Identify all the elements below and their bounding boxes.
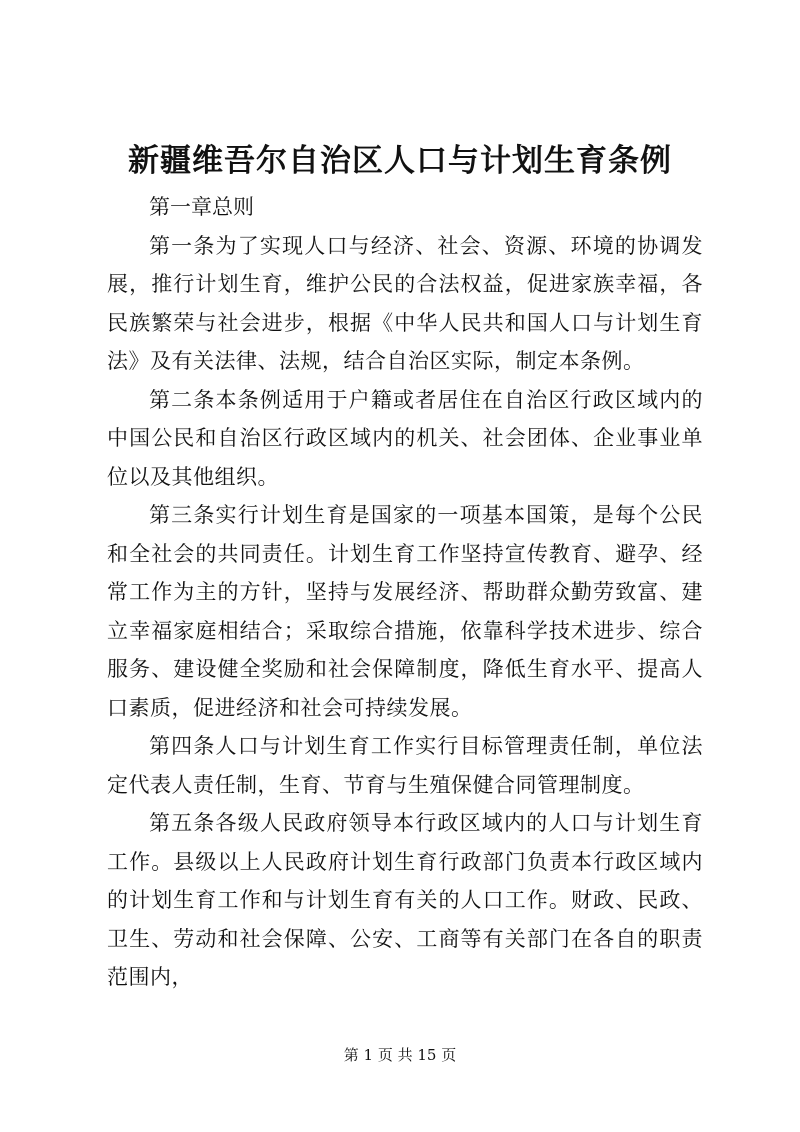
chapter-heading: 第一章总则 — [149, 195, 254, 219]
document-title: 新疆维吾尔自治区人口与计划生育条例 — [128, 143, 672, 179]
article-3: 第三条实行计划生育是国家的一项基本国策，是每个公民和全社会的共同责任。计划生育工作坚持宣传教育、避孕、经常工作为主的方针，坚持与发展经济、帮助群众勤劳致富、建立幸福家庭相结合；采取综合措施，依靠科学技术进步、综合服务、建设健全奖励和社会保障制度，降低生育水平、提高人口素质，促进经济和社会可持续发展。 — [107, 503, 703, 720]
article-2: 第二条本条例适用于户籍或者居住在自治区行政区域内的中国公民和自治区行政区域内的机关、社会团体、企业事业单位以及其他组织。 — [107, 387, 703, 489]
page-number: 第 1 页 共 15 页 — [343, 1046, 457, 1064]
document-body — [107, 188, 703, 997]
article-4: 第四条人口与计划生育工作实行目标管理责任制，单位法定代表人责任制，生育、节育与生殖保健合同管理制度。 — [107, 734, 703, 797]
article-1: 第一条为了实现人口与经济、社会、资源、环境的协调发展，推行计划生育，维护公民的合法权益，促进家族幸福，各民族繁荣与社会进步，根据《中华人民共和国人口与计划生育法》及有关法律、法规，结合自治区实际，制定本条例。 — [107, 233, 703, 373]
article-5: 第五条各级人民政府领导本行政区域内的人口与计划生育工作。县级以上人民政府计划生育行政部门负责本行政区域内的计划生育工作和与计划生育有关的人口工作。财政、民政、卫生、劳动和社会保障、公安、工商等有关部门在各自的职责范围内， — [107, 811, 703, 989]
